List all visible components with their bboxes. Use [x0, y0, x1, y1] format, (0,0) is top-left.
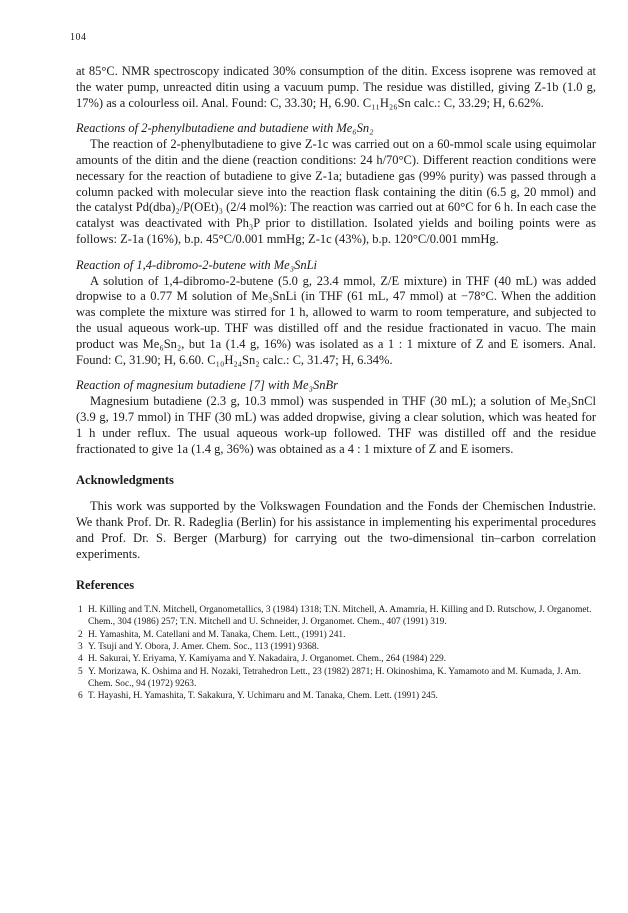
references-list	[76, 604, 596, 702]
paragraph-phenylbutadiene: The reaction of 2-phenylbutadiene to give Z-1c was carried out on a 60-mmol scale using equimolar amounts of the ditin and the diene (reaction conditions: 24 h/70°C). Different reaction conditions were necessary for the reaction of butadiene to give Z-1a; butadiene gas (99% purity) was passed through a column packed with molecular sieve into the reaction flask containing the ditin (6.5 g, 20 mmol) and the catalyst Pd(dba)₂/P(OEt)₃ (2/4 mol%): The reaction was carried out at 60°C for 6 h. In each case the catalyst was deactivated with Ph₃P prior to distillation. Isolated yields and boiling points were as follows: Z-1a (16%), b.p. 45°C/0.001 mmHg; Z-1c (43%), b.p. 120°C/0.001 mmHg.	[76, 137, 596, 246]
continued-paragraph: at 85°C. NMR spectroscopy indicated 30% consumption of the ditin. Excess isoprene was removed at the water pump, unreacted ditin using a vacuum pump. The residue was distilled, giving Z-1b (1.0 g, 17%) as a colourless oil. Anal. Found: C, 33.30; H, 6.90. C₁₁H₂₆Sn calc.: C, 33.29; H, 6.62%.	[76, 64, 596, 110]
section-heading-magnesium-butadiene: Reaction of magnesium butadiene [7] with Me₃SnBr	[76, 378, 338, 393]
reference-number: 4	[78, 654, 83, 665]
acknowledgments-heading: Acknowledgments	[76, 473, 174, 488]
reference-item	[76, 629, 596, 641]
reference-text: T. Hayashi, H. Yamashita, T. Sakakura, Y. Uchimaru and M. Tanaka, Chem. Lett. (1991) 245.	[88, 691, 438, 702]
reference-item	[76, 690, 596, 702]
reference-text: Y. Tsuji and Y. Obora, J. Amer. Chem. Soc., 113 (1991) 9368.	[88, 642, 319, 652]
acknowledgments-text: This work was supported by the Volkswagen Foundation and the Fonds der Chemischen Industrie. We thank Prof. Dr. R. Radeglia (Berlin) for his assistance in implementing his experimental procedures and Prof. Dr. S. Berger (Marburg) for carrying out the two-dimensional tin–carbon correlation experiments.	[76, 499, 596, 561]
reference-text: H. Sakurai, Y. Eriyama, Y. Kamiyama and Y. Nakadaira, J. Organomet. Chem., 264 (1984) 229.	[88, 654, 447, 665]
section-heading-dibromobutene: Reaction of 1,4-dibromo-2-butene with Me₃SnLi	[76, 257, 317, 272]
paragraph-dibromobutene: A solution of 1,4-dibromo-2-butene (5.0 g, 23.4 mmol, Z/E mixture) in THF (40 mL) was added dropwise to a 0.77 M solution of Me₃SnLi (in THF (61 mL, 47 mmol) at −78°C. When the addition was complete the mixture was stirred for 1 h, allowed to warm to room temperature, and subjected to the usual aqueous work-up. THF was distilled off and the residue fractionated in vacuo. The main product was Me₆Sn₂, but 1a (1.4 g, 16%) was isolated as a 1 : 1 mixture of Z and E isomers. Anal. Found: C, 31.90; H, 6.60. C₁₀H₂₄Sn₂ calc.: C, 31.47; H, 6.34%.	[76, 273, 596, 367]
reference-item	[76, 653, 596, 665]
reference-text: H. Killing and T.N. Mitchell, Organometallics, 3 (1984) 1318; T.N. Mitchell, A. Amamria, H. Killing and D. Rutschow, J. Organomet. Chem., 304 (1986) 257; T.N. Mitchell and U. Schneider, J. Organomet. Chem., 407 (1991) 319.	[88, 605, 592, 628]
reference-number: 1	[78, 605, 83, 616]
page-number: 104	[70, 32, 87, 43]
reference-item	[76, 604, 596, 629]
reference-text: Y. Morizawa, K. Oshima and H. Nozaki, Tetrahedron Lett., 23 (1982) 2871; H. Okinoshima, K. Yamamoto and M. Kumada, J. Am. Chem. Soc., 94 (1972) 9263.	[88, 666, 581, 689]
reference-number: 2	[78, 629, 83, 640]
reference-number: 5	[78, 666, 83, 677]
section-heading-phenylbutadiene: Reactions of 2-phenylbutadiene and butadiene with Me₆Sn₂	[76, 121, 374, 136]
reference-item	[76, 641, 596, 653]
reference-number: 3	[78, 642, 83, 652]
references-heading: References	[76, 578, 135, 593]
reference-number: 6	[78, 691, 83, 702]
page-body	[76, 64, 596, 702]
reference-item	[76, 666, 596, 691]
reference-text: H. Yamashita, M. Catellani and M. Tanaka, Chem. Lett., (1991) 241.	[88, 629, 346, 640]
paragraph-magnesium-butadiene: Magnesium butadiene (2.3 g, 10.3 mmol) was suspended in THF (30 mL); a solution of Me₃SnCl (3.9 g, 19.7 mmol) in THF (30 mL) was added dropwise, giving a clear solution, which was heated for 1 h under reflux. The usual aqueous work-up followed. THF was distilled off and the residue fractionated to give 1a (1.4 g, 36%) was obtained as a 4 : 1 mixture of Z and E isomers.	[76, 394, 596, 456]
